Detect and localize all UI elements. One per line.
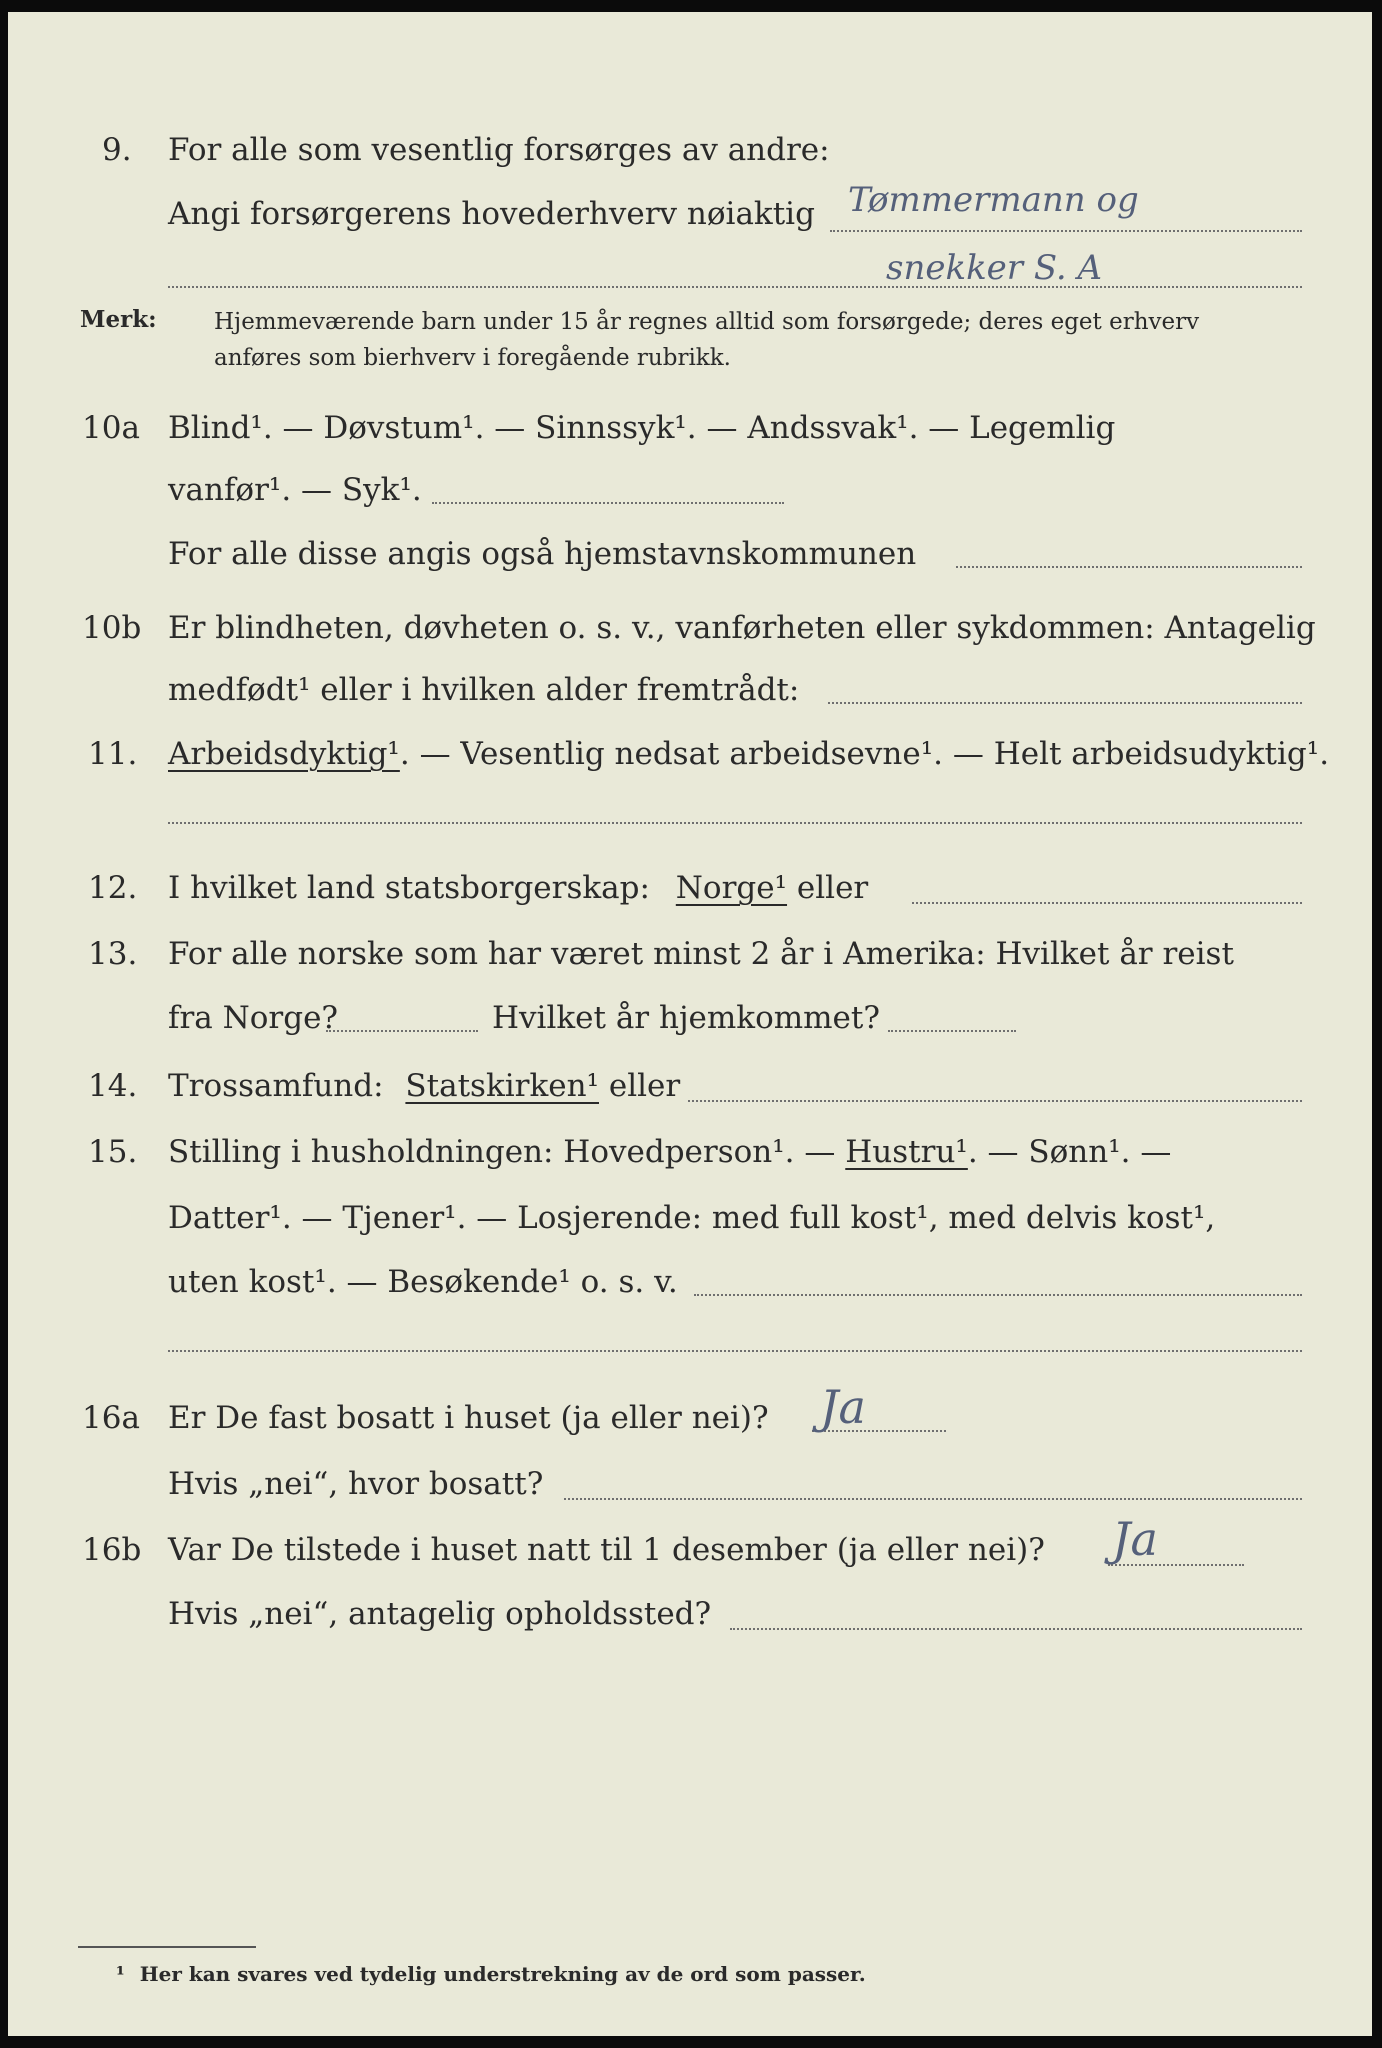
q10b-line1: Er blindheten, døvheten o. s. v., vanførheten eller sykdommen: Antagelig (168, 610, 1316, 646)
q10a-line1: Blind¹. — Døvstum¹. — Sinnssyk¹. — Andssvak¹. — Legemlig (168, 410, 1116, 446)
q10a-line3: For alle disse angis også hjemstavnskommunen (168, 536, 917, 572)
q10b-line2: medfødt¹ eller i hvilken alder fremtrådt: (168, 672, 800, 708)
q13-line2a: fra Norge? (168, 1000, 339, 1036)
q13-line2b: Hvilket år hjemkommet? (492, 1000, 880, 1036)
q9-number: 9. (102, 132, 132, 168)
q13-hjemkommet-dotline (888, 1030, 1016, 1032)
q9-line2: Angi forsørgerens hovederhverv nøiaktig (168, 196, 815, 232)
q16a-bosatt-dotline (564, 1498, 1302, 1500)
q13-number: 13. (88, 936, 138, 972)
q13-line1: For alle norske som har været minst 2 år i Amerika: Hvilket år reist (168, 936, 1234, 972)
q9-line1: For alle som vesentlig forsørges av andre: (168, 132, 830, 168)
q9-answer-dotline-2 (168, 286, 1302, 288)
footnote-mark: ¹ (116, 1962, 125, 1986)
footnote (116, 1962, 866, 1986)
merk-label: Merk: (80, 306, 157, 333)
q15-number: 15. (88, 1134, 138, 1170)
q15-line1-end: . — Sønn¹. — (967, 1134, 1172, 1170)
q14-line (168, 1066, 680, 1106)
q10a-hjemstavn-dotline (956, 566, 1302, 568)
q16a-handwritten-answer: Ja (820, 1380, 866, 1434)
q9-handwritten-answer-1: Tømmermann og (848, 180, 1139, 220)
q12-prefix: I hvilket land statsborgerskap: (168, 870, 650, 906)
q10b-alder-dotline (828, 702, 1302, 704)
footnote-text: Her kan svares ved tydelig understrekning av de ord som passer. (139, 1962, 866, 1986)
q11-arbeidsdyktig-underlined: Arbeidsdyktig¹ (168, 736, 400, 772)
q10a-syk-dotline (432, 502, 784, 504)
q15-dotline-2 (168, 1350, 1302, 1352)
footnote-rule (78, 1946, 256, 1948)
q15-dotline-1 (694, 1294, 1302, 1296)
q16a-line1: Er De fast bosatt i huset (ja eller nei)? (168, 1400, 769, 1436)
q16b-opholdssted-dotline (730, 1628, 1302, 1630)
q15-line2: Datter¹. — Tjener¹. — Losjerende: med full kost¹, med delvis kost¹, (168, 1200, 1216, 1236)
q16b-line1: Var De tilstede i huset natt til 1 desember (ja eller nei)? (168, 1532, 1045, 1568)
q11-dotline (168, 822, 1302, 824)
q16a-number: 16a (82, 1400, 140, 1436)
q12-number: 12. (88, 870, 138, 906)
merk-line2: anføres som bierhverv i foregående rubrikk. (214, 345, 731, 371)
q16b-line2: Hvis „nei“, antagelig opholdssted? (168, 1596, 712, 1632)
q12-line (168, 868, 868, 908)
q10a-line2: vanfør¹. — Syk¹. (168, 472, 422, 508)
q11-rest: . — Vesentlig nedsat arbeidsevne¹. — Helt arbeidsudyktig¹. (399, 736, 1330, 772)
q14-dotline (688, 1100, 1302, 1102)
q10a-number: 10a (82, 410, 140, 446)
q14-statskirken-underlined: Statskirken¹ (405, 1068, 599, 1104)
q13-reist-dotline (326, 1030, 478, 1032)
q15-line3: uten kost¹. — Besøkende¹ o. s. v. (168, 1264, 678, 1300)
q16a-line2: Hvis „nei“, hvor bosatt? (168, 1466, 544, 1502)
q16b-handwritten-answer: Ja (1112, 1512, 1158, 1566)
q9-answer-dotline-1 (830, 230, 1302, 232)
q12-norge-underlined: Norge¹ (675, 870, 788, 906)
q11-line (168, 734, 1329, 774)
q11-number: 11. (88, 736, 138, 772)
q10b-number: 10b (82, 610, 142, 646)
q12-suffix: eller (796, 870, 869, 906)
census-form-page (8, 12, 1372, 2036)
merk-line1: Hjemmeværende barn under 15 år regnes alltid som forsørgede; deres eget erhverv (214, 309, 1200, 335)
q15-hustru-underlined: Hustru¹ (845, 1134, 968, 1170)
q16b-number: 16b (82, 1532, 142, 1568)
q12-dotline (912, 902, 1302, 904)
q14-prefix: Trossamfund: (168, 1068, 384, 1104)
q15-line1-start: Stilling i husholdningen: Hovedperson¹. — (168, 1134, 836, 1170)
q9-handwritten-answer-2: snekker S. A (886, 248, 1103, 288)
q14-number: 14. (88, 1068, 138, 1104)
q14-suffix: eller (608, 1068, 681, 1104)
q15-line1 (168, 1132, 1171, 1172)
